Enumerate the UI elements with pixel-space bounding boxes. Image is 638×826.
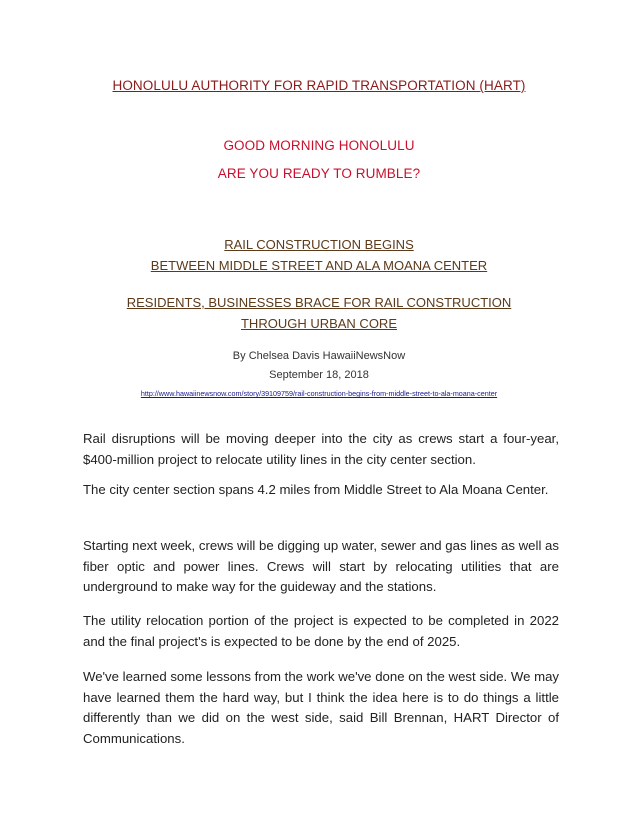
headline-line-1: RAIL CONSTRUCTION BEGINS <box>224 237 414 252</box>
paragraph-5: We've learned some lessons from the work we've done on the west side. We may have learned them the hard way, but I think the idea here is to do things a little differently than we did on the west side, said Bill Brennan, HART Director of Communications. <box>83 669 559 746</box>
paragraph-3: Starting next week, crews will be digging up water, sewer and gas lines as well as fiber optic and power lines. Crews will start by relocating utilities that are underground to make way for the guideway and the stations. <box>83 538 559 594</box>
subheadline-line-2: THROUGH URBAN CORE <box>240 316 397 331</box>
greeting-line-2: ARE YOU READY TO RUMBLE? <box>217 166 421 181</box>
subheadline-line-1: RESIDENTS, BUSINESSES BRACE FOR RAIL CONSTRUCTION <box>126 295 512 310</box>
paragraph-2: The city center section spans 4.2 miles from Middle Street to Ala Moana Center. <box>83 482 549 497</box>
paragraph-4: The utility relocation portion of the project is expected to be completed in 2022 and the final project's is expected to be done by the end of 2025. <box>83 613 559 649</box>
organization-title: HONOLULU AUTHORITY FOR RAPID TRANSPORTATION (HART) <box>112 78 526 93</box>
publication-date: September 18, 2018 <box>269 369 369 381</box>
headline-line-2: BETWEEN MIDDLE STREET AND ALA MOANA CENTER <box>150 258 488 273</box>
greeting-line-1: GOOD MORNING HONOLULU <box>223 138 415 153</box>
source-link[interactable]: http://www.hawaiinewsnow.com/story/39109759/rail-construction-begins-from-middle-street-to-ala-moana-center <box>140 389 498 398</box>
byline: By Chelsea Davis HawaiiNewsNow <box>232 350 406 362</box>
paragraph-1: Rail disruptions will be moving deeper into the city as crews start a four-year, $400-million project to relocate utility lines in the city center section. <box>83 431 559 467</box>
